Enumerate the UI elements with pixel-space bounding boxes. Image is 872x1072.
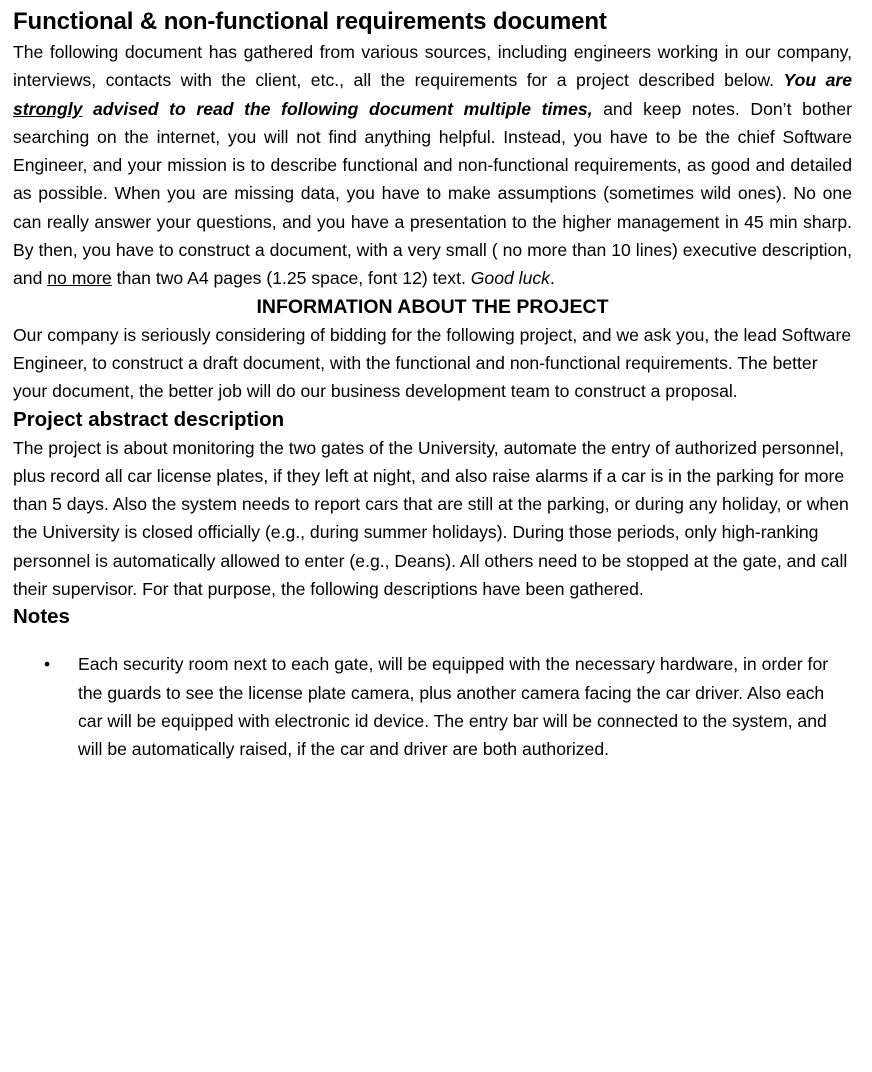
info-section-heading: INFORMATION ABOUT THE PROJECT [256,295,609,318]
document-page [13,0,852,764]
intro-closing-good-luck: Good luck [470,268,550,289]
bullet-icon: • [44,654,51,675]
document-title: Functional & non-functional requirements document [13,8,607,35]
intro-closing-punct: . [549,268,555,289]
intro-paragraph [13,38,852,293]
notes-list [13,650,852,763]
list-item [13,650,852,763]
intro-text-part1: The following document has gathered from various sources, including engineers working in our company, interviews, contacts with the client, etc., all the requirements for a project described below. [13,42,852,91]
notes-heading: Notes [13,605,70,629]
abstract-heading: Project abstract description [13,407,285,431]
intro-text-part2: and keep notes. Don’t bother searching on the internet, you will not find anything helpful. Instead, you have to be the chief Software Engineer, and your mission is to describe functional and non-functional requirements, as good and detailed as possible. When you are missing data, you have to make assumptions (sometimes wild ones). No one can really answer your questions, and you have a presentation to the higher management in 45 min sharp. By then, you have to construct a document, with a very small ( no more than 10 lines) executive description, and [13,98,852,289]
intro-text-part3: than two A4 pages (1.25 space, font 12) text. [111,268,471,289]
intro-emphasis-after: advised to read the following document multiple times, [82,98,593,119]
intro-emphasis-underlined: strongly [13,98,83,119]
company-paragraph: Our company is seriously considering of bidding for the following project, and we ask you, the lead Software Engineer, to construct a draft document, with the functional and non-functional requirements. The better your document, the better job will do our business development team to construct a proposal. [13,324,852,402]
intro-underlined-no-more: no more [47,268,112,289]
abstract-paragraph: The project is about monitoring the two gates of the University, automate the entry of authorized personnel, plus record all car license plates, if they left at night, and also raise alarms if a car is in the parking for more than 5 days. Also the system needs to report cars that are still at the parking, or during any holiday, or when the University is closed officially (e.g., during summer holidays). During those periods, only high-ranking personnel is automatically allowed to enter (e.g., Deans). All others need to be stopped at the gate, and call their supervisor. For that purpose, the following descriptions have been gathered. [13,437,849,600]
intro-emphasis-before: You are [783,70,853,91]
note-text: Each security room next to each gate, will be equipped with the necessary hardware, in order for the guards to see the license plate camera, plus another camera facing the car driver. Also each car will be equipped with electronic id device. The entry bar will be connected to the system, and will be automatically raised, if the car and driver are both authorized. [78,654,829,760]
